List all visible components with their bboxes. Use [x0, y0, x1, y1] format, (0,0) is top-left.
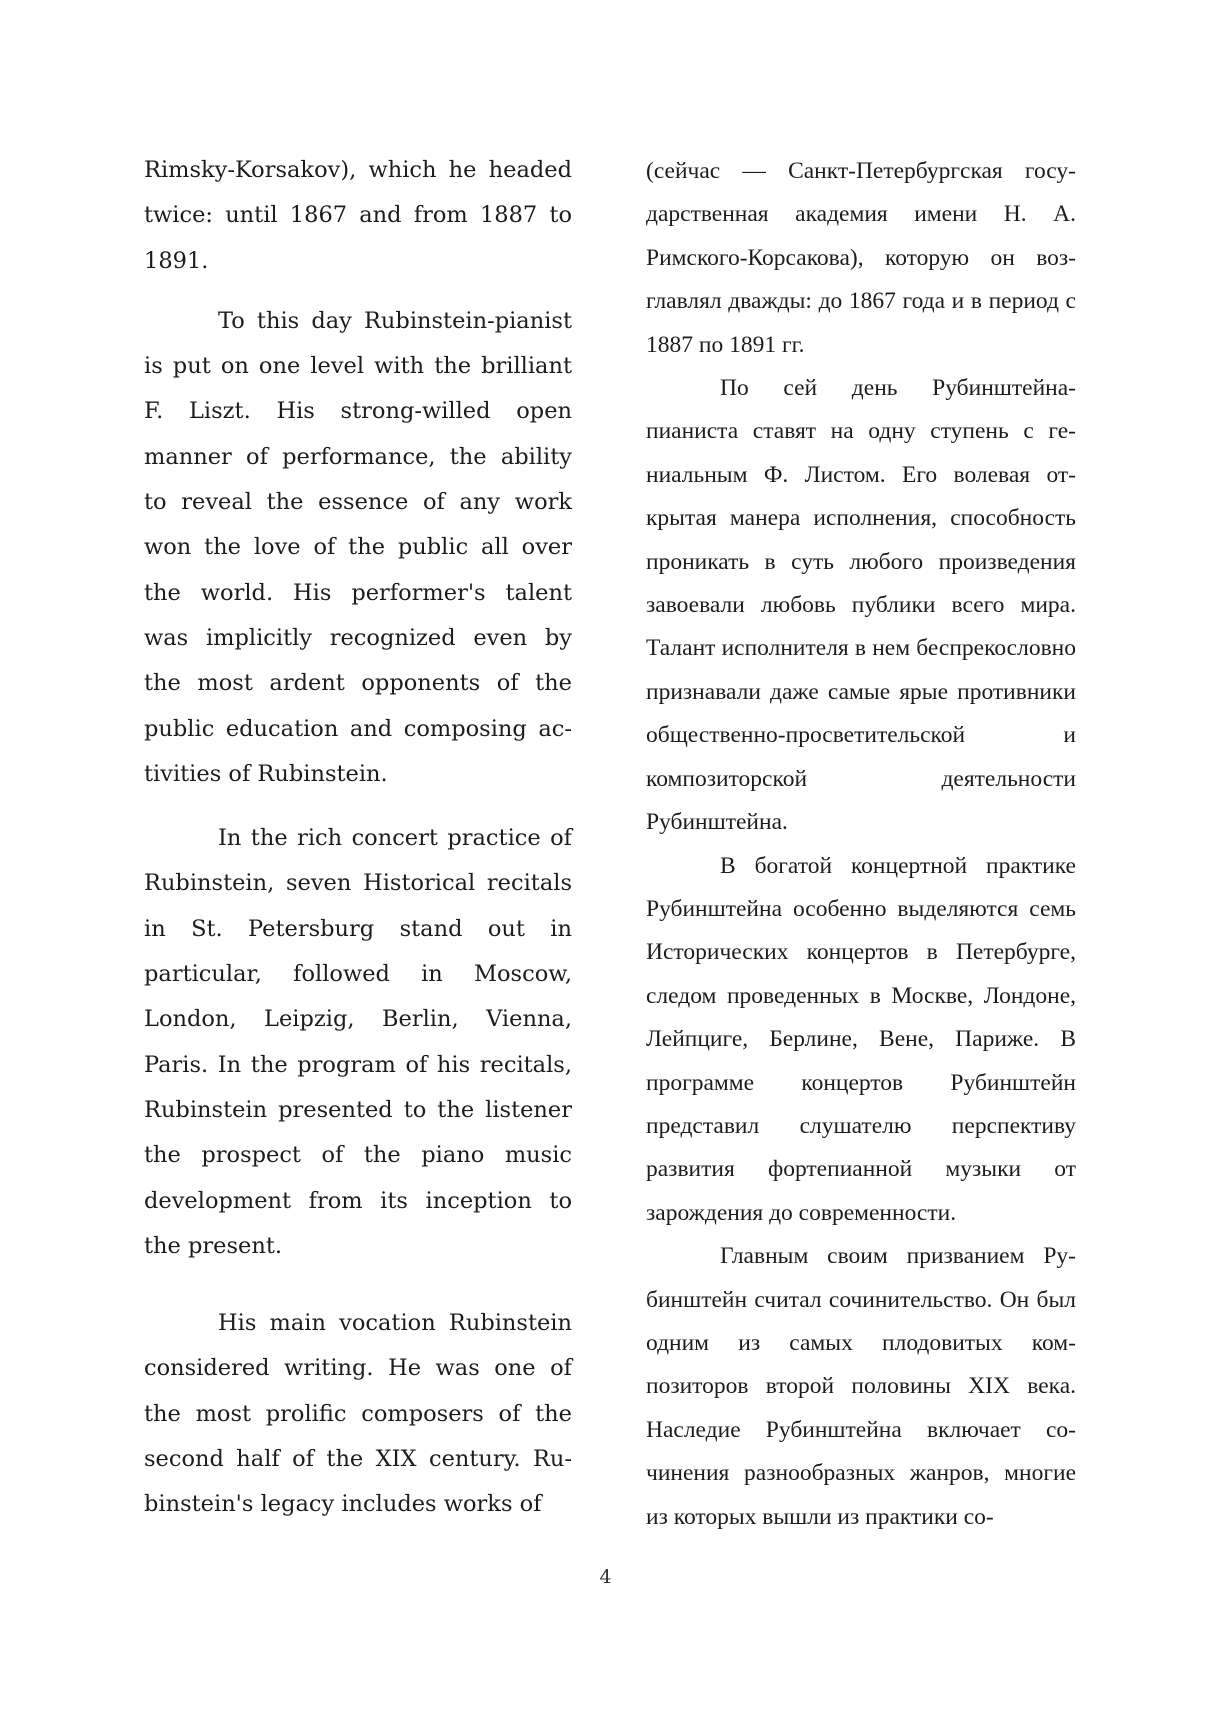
- english-column: [144, 148, 572, 1528]
- english-paragraph-2: To this day Rubinstein-pianist is put on one level with the brilliant F. Liszt. His strong-willed open manner of performance, the ability to reveal the essence of any work won the love of the public all over the world. His performer's talent was implicitly recognized even by the most ardent opponents of the public education and composing activities of Rubinstein.: [144, 307, 572, 787]
- english-paragraph-4: His main vocation Rubinstein considered writing. He was one of the most prolific composers of the second half of the XIX century. Rubinstein's legacy includes works of: [144, 1310, 572, 1518]
- russian-paragraph-2: По сей день Рубинштейна-пианиста ставят на одну ступень с гениальным Ф. Листом. Его волевая открытая манера исполнения, способность проникать в суть любого произведения завоевали любовь публики всего мира. Талант исполнителя в нем беспрекословно признавали даже самые ярые противники общественно-просветительской и композиторской деятельности Рубинштейна.: [646, 375, 1076, 836]
- russian-paragraph-3: В богатой концертной практике Рубинштейна особенно выделяются семь Исторических концертов в Петербурге, следом проведенных в Москве, Лондоне, Лейпциге, Берлине, Вене, Париже. В программе концертов Рубинштейн представил слушателю перспективу развития фортепианной музыки от зарождения до современности.: [646, 852, 1076, 1226]
- english-paragraph-1: Rimsky-Korsakov), which he headed twice: until 1867 and from 1887 to 1891.: [144, 157, 572, 274]
- russian-paragraph-1: (сейчас — Санкт-Петербургская государственная академия имени Н. А. Римского-Корсакова), которую он возглавлял дважды: до 1867 года и в период с 1887 по 1891 гг.: [646, 158, 1076, 358]
- page-number: 4: [599, 1566, 612, 1588]
- english-paragraph-3: In the rich concert practice of Rubinstein, seven Historical recitals in St. Petersburg stand out in particular, followed in Moscow, London, Leipzig, Berlin, Vienna, Paris. In the program of his recitals, Rubinstein presented to the listener the prospect of the piano music development from its inception to the present.: [144, 825, 572, 1259]
- russian-column: [646, 150, 1076, 1539]
- russian-paragraph-4: Главным своим призванием Рубинштейн считал сочинительство. Он был одним из самых плодовитых композиторов второй половины XIX века. Наследие Рубинштейна включает сочинения разнообразных жанров, многие из которых вышли из практики со-: [646, 1243, 1076, 1530]
